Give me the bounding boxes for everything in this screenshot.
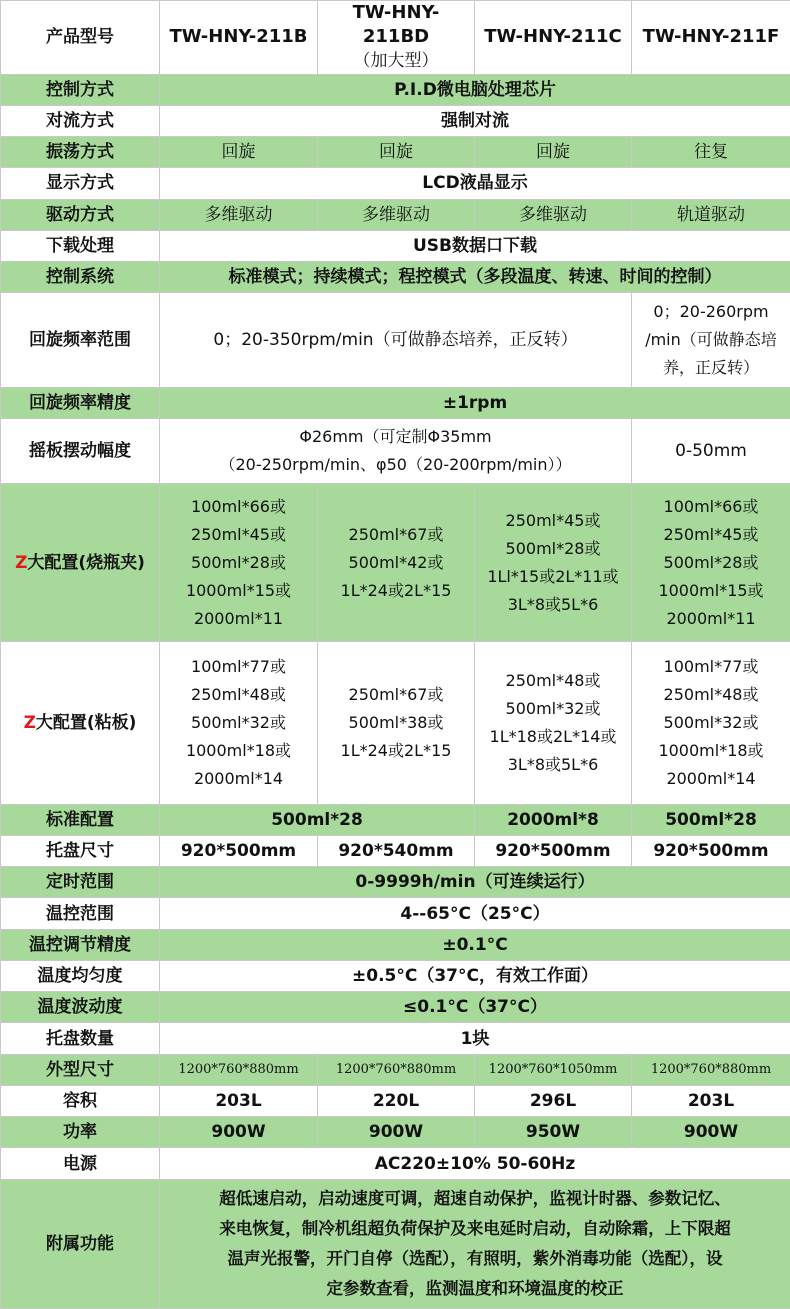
cell-value: 250ml*67或 500ml*38或 1L*24或2L*15 bbox=[318, 642, 475, 804]
cell-value: 100ml*66或 250ml*45或 500ml*28或 1000ml*15或 2000ml*11 bbox=[160, 483, 318, 641]
header-row bbox=[1, 1, 790, 75]
cell-value: 250ml*48或 500ml*32或 1L*18或2L*14或 3L*8或5L*6 bbox=[475, 642, 632, 804]
row-label: 回旋频率精度 bbox=[1, 388, 160, 419]
row-label: 控制系统 bbox=[1, 262, 160, 293]
row-tray-size bbox=[1, 835, 790, 866]
row-value: ±0.5°C（37°C，有效工作面） bbox=[160, 960, 790, 991]
row-value: LCD液晶显示 bbox=[160, 168, 790, 199]
row-volume bbox=[1, 1085, 790, 1116]
row-value: 标准模式；持续模式；程控模式（多段温度、转速、时间的控制） bbox=[160, 262, 790, 293]
cell-value: 250ml*45或 500ml*28或 1Ll*15或2L*11或 3L*8或5L*6 bbox=[475, 483, 632, 641]
row-label: 温度波动度 bbox=[1, 992, 160, 1023]
cell-value-f: 0-50mm bbox=[632, 419, 790, 484]
row-speed-precision bbox=[1, 388, 790, 419]
row-timer bbox=[1, 867, 790, 898]
row-label: 对流方式 bbox=[1, 105, 160, 136]
cell-value: 往复 bbox=[632, 137, 790, 168]
cell-value: 100ml*77或 250ml*48或 500ml*32或 1000ml*18或 2000ml*14 bbox=[160, 642, 318, 804]
row-tray-count bbox=[1, 1023, 790, 1054]
cell-value: 100ml*77或 250ml*48或 500ml*32或 1000ml*18或 2000ml*14 bbox=[632, 642, 790, 804]
cell-value: 900W bbox=[632, 1117, 790, 1148]
row-label: 标准配置 bbox=[1, 804, 160, 835]
z-mark: Z bbox=[15, 552, 28, 573]
model-211b: TW-HNY-211B bbox=[160, 1, 318, 75]
row-label: 振荡方式 bbox=[1, 137, 160, 168]
cell-value: 920*500mm bbox=[475, 835, 632, 866]
row-label: 回旋频率范围 bbox=[1, 293, 160, 388]
cell-value: 500ml*28 bbox=[632, 804, 790, 835]
row-value: 4--65°C（25°C） bbox=[160, 898, 790, 929]
row-max-sticky bbox=[1, 642, 790, 804]
row-value: 0；20-350rpm/min（可做静态培养，正反转） bbox=[160, 293, 632, 388]
cell-value: 203L bbox=[632, 1085, 790, 1116]
cell-value: 900W bbox=[318, 1117, 475, 1148]
cell-value: 回旋 bbox=[318, 137, 475, 168]
header-label: 产品型号 bbox=[1, 1, 160, 75]
row-drive bbox=[1, 199, 790, 230]
cell-value: 1200*760*880mm bbox=[160, 1054, 318, 1085]
row-amplitude bbox=[1, 419, 790, 484]
row-label: 外型尺寸 bbox=[1, 1054, 160, 1085]
cell-value: 1200*760*1050mm bbox=[475, 1054, 632, 1085]
row-display bbox=[1, 168, 790, 199]
cell-value-f: 0；20-260rpm /min（可做静态培 养，正反转） bbox=[632, 293, 790, 388]
cell-value: 950W bbox=[475, 1117, 632, 1148]
row-label: Z大配置(烧瓶夹) bbox=[1, 483, 160, 641]
row-label: 附属功能 bbox=[1, 1179, 160, 1308]
row-control-system bbox=[1, 262, 790, 293]
cell-value: 1200*760*880mm bbox=[632, 1054, 790, 1085]
row-label: 显示方式 bbox=[1, 168, 160, 199]
row-supply bbox=[1, 1148, 790, 1179]
row-speed-range bbox=[1, 293, 790, 388]
row-label: 功率 bbox=[1, 1117, 160, 1148]
row-value: P.I.D微电脑处理芯片 bbox=[160, 74, 790, 105]
z-mark: Z bbox=[23, 712, 36, 733]
cell-value: 296L bbox=[475, 1085, 632, 1116]
row-label: 电源 bbox=[1, 1148, 160, 1179]
row-value: USB数据口下载 bbox=[160, 230, 790, 261]
row-label: 控制方式 bbox=[1, 74, 160, 105]
row-label: 温度均匀度 bbox=[1, 960, 160, 991]
cell-value: 1200*760*880mm bbox=[318, 1054, 475, 1085]
row-control-mode bbox=[1, 74, 790, 105]
cell-value: 2000ml*8 bbox=[475, 804, 632, 835]
cell-value: 220L bbox=[318, 1085, 475, 1116]
cell-value: 回旋 bbox=[475, 137, 632, 168]
cell-value: 500ml*28 bbox=[160, 804, 475, 835]
row-label: Z大配置(粘板) bbox=[1, 642, 160, 804]
row-value: AC220±10% 50-60Hz bbox=[160, 1148, 790, 1179]
row-value: ±1rpm bbox=[160, 388, 790, 419]
row-value: 0-9999h/min（可连续运行） bbox=[160, 867, 790, 898]
row-label: 温控范围 bbox=[1, 898, 160, 929]
cell-value: 920*500mm bbox=[160, 835, 318, 866]
cell-value: 250ml*67或 500ml*42或 1L*24或2L*15 bbox=[318, 483, 475, 641]
cell-value: 轨道驱动 bbox=[632, 199, 790, 230]
cell-value: 回旋 bbox=[160, 137, 318, 168]
row-label: 下载处理 bbox=[1, 230, 160, 261]
row-dimensions bbox=[1, 1054, 790, 1085]
row-label: 定时范围 bbox=[1, 867, 160, 898]
cell-value: 203L bbox=[160, 1085, 318, 1116]
row-label: 容积 bbox=[1, 1085, 160, 1116]
row-max-flask bbox=[1, 483, 790, 641]
row-value: ≤0.1°C（37°C） bbox=[160, 992, 790, 1023]
row-value: Φ26mm（可定制Φ35mm （20-250rpm/min、φ50（20-200rpm/min）） bbox=[160, 419, 632, 484]
row-temp-precision bbox=[1, 929, 790, 960]
cell-value: 920*500mm bbox=[632, 835, 790, 866]
row-convection bbox=[1, 105, 790, 136]
row-oscillation bbox=[1, 137, 790, 168]
cell-value: 多维驱动 bbox=[160, 199, 318, 230]
model-211bd: TW-HNY-211BD （加大型） bbox=[318, 1, 475, 75]
row-value: ±0.1°C bbox=[160, 929, 790, 960]
row-value: 1块 bbox=[160, 1023, 790, 1054]
row-temp-fluctuation bbox=[1, 992, 790, 1023]
model-211f: TW-HNY-211F bbox=[632, 1, 790, 75]
row-download bbox=[1, 230, 790, 261]
cell-value: 多维驱动 bbox=[475, 199, 632, 230]
cell-value: 100ml*66或 250ml*45或 500ml*28或 1000ml*15或 2000ml*11 bbox=[632, 483, 790, 641]
row-temp-uniformity bbox=[1, 960, 790, 991]
cell-value: 900W bbox=[160, 1117, 318, 1148]
cell-value: 多维驱动 bbox=[318, 199, 475, 230]
row-standard-config bbox=[1, 804, 790, 835]
row-label: 温控调节精度 bbox=[1, 929, 160, 960]
row-temp-range bbox=[1, 898, 790, 929]
row-label: 摇板摆动幅度 bbox=[1, 419, 160, 484]
row-label: 托盘尺寸 bbox=[1, 835, 160, 866]
model-211c: TW-HNY-211C bbox=[475, 1, 632, 75]
row-features bbox=[1, 1179, 790, 1308]
row-label: 驱动方式 bbox=[1, 199, 160, 230]
row-value: 强制对流 bbox=[160, 105, 790, 136]
row-label: 托盘数量 bbox=[1, 1023, 160, 1054]
cell-value: 920*540mm bbox=[318, 835, 475, 866]
row-power bbox=[1, 1117, 790, 1148]
row-value: 超低速启动，启动速度可调，超速自动保护，监视计时器、参数记忆、 来电恢复，制冷机组超负荷保护及来电延时启动，自动除霜，上下限超 温声光报警，开门自停（选配），有照明，紫外消毒功能（选配），设 定参数查看，监测温度和环境温度的校正 bbox=[160, 1179, 790, 1308]
